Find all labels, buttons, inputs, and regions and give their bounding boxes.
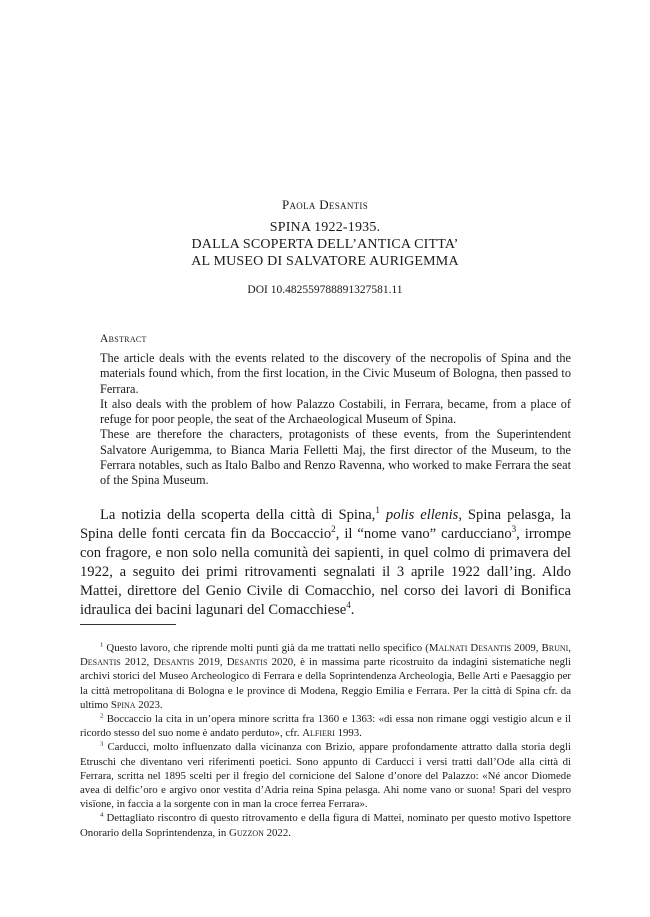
text-run: Dettagliato riscontro di questo ritrovamento e della figura di Mattei, nominato per questo motivo Ispettore Onorario della Soprintendenza, in [80,812,572,839]
text-run: , Spina pelasga, la Spina delle fonti cercata fin da Boccaccio [80,507,571,542]
text-run: . [350,602,355,618]
text-run: 2020, è in massima parte ricostruito da indagini sistematiche negli archivi storici del Museo Archeologico di Ferrara e della Soprintendenza Archeologia, Belle Arti e Paesaggio per la città metropolitana di Bologna e le province di Modena, Reggio Emilia e Ferrara. Per la città di Spina cfr. da ultimo [80,656,571,711]
citation-author: Bruni, Desantis [80,642,571,669]
abstract-paragraph: The article deals with the events related to the discovery of the necropolis of Spina and the materials found which, from the first location, in the Civic Museum of Bologna, then passed to Ferrara. [100,351,571,396]
footnote-divider [80,624,176,625]
abstract-paragraph: These are therefore the characters, protagonists of these events, from the Superintendent Salvatore Aurigemma, to Bianca Maria Felletti Maj, the first director of the Museum, to the Ferrara notables, such as Italo Balbo and Renzo Ravenna, who worked to make Ferrara the seat of the Spina Museum. [100,427,571,488]
italic-phrase: polis ellenis [385,507,459,523]
title-line: DALLA SCOPERTA DELL’ANTICA CITTA’ [191,237,459,252]
abstract-paragraph: It also deals with the problem of how Palazzo Costabili, in Ferrara, became, from a place of refuge for poor people, the seat of the Archaeological Museum of Spina. [100,396,571,427]
footnote-ref[interactable]: 3 [511,524,517,535]
article-title [0,219,650,270]
footnotes [80,641,571,840]
body-text [80,506,571,620]
text-run: 2022. [263,826,291,839]
footnote-2 [80,712,571,740]
text-run: , il “nome vano” carducciano [335,526,512,542]
text-run: 1993. [334,727,362,740]
author-name: Paola Desantis [281,197,369,212]
citation-author: Spina [110,698,136,711]
doi: DOI 10.482559788891327581.11 [247,284,403,296]
text-run: 2019, [194,656,227,669]
text-run: 2012, [120,656,154,669]
footnote-3 [80,740,571,811]
text-run: 2023. [135,698,163,711]
footnote-number: 3 [100,740,104,748]
citation-author: Guzzon [229,826,264,839]
citation-author: Alfieri [302,727,335,740]
title-line: AL MUSEO DI SALVATORE AURIGEMMA [191,254,459,269]
text-run: Boccaccio la cita in un’opera minore scritta fra 1360 e 1363: «di essa non rimane oggi vestigio alcun e il ricordo stesso del suo nome è andato perduto», cfr. [80,713,571,740]
text-run: Carducci, molto influenzato dalla vicinanza con Brizio, appare profondamente attratto dalla storia degli Etruschi che diventano veri riferimenti poetici. Sono appunto di Carducci i versi tratti dall’Ode alla città di Ferrara, scritta nel 1895 scelti per il fregio del cornicione del Salone d’onore del Palazzo: «Né ancor Diomede avea di delfic’oro e argivo onor vestita d’Adria reina Spina pelasga. Ahi nome vano or suona! Sparì del vespro visïone, in faccia a la sorgente con in man la croce ferrea Ferrara». [80,741,571,811]
footnote-number: 4 [100,811,104,819]
citation-author: Desantis [226,656,268,669]
citation-author: Desantis [153,656,195,669]
footnote-ref[interactable]: 2 [331,524,336,535]
footnote-number: 1 [100,641,104,649]
text-run: 2009, [511,642,542,654]
abstract-body [100,351,571,489]
footnote-1 [80,641,571,712]
abstract-heading: Abstract [100,333,147,345]
footnote-ref[interactable]: 1 [375,505,380,516]
title-line: SPINA 1922-1935. [269,220,381,235]
footnote-4 [80,811,571,839]
body-paragraph [80,506,571,620]
footnote-number: 2 [100,712,104,720]
text-run: La notizia della scoperta della città di Spina, [100,507,376,523]
text-run: Questo lavoro, che riprende molti punti già da me trattati nello specifico ( [106,642,429,654]
footnote-ref[interactable]: 4 [346,600,351,611]
text-run: , irrompe con fragore, e non solo nella comunità dei sapienti, in quel colmo di primavera del 1922, a seguito dei primi ritrovamenti segnalati il 3 aprile 1922 dall’ing. Aldo Mattei, direttore del Genio Civile di Comacchio, nel corso dei lavori di Bonifica idraulica dei bacini lagunari del Comacchiese [80,526,572,618]
citation-author: Malnati Desantis [428,642,512,654]
